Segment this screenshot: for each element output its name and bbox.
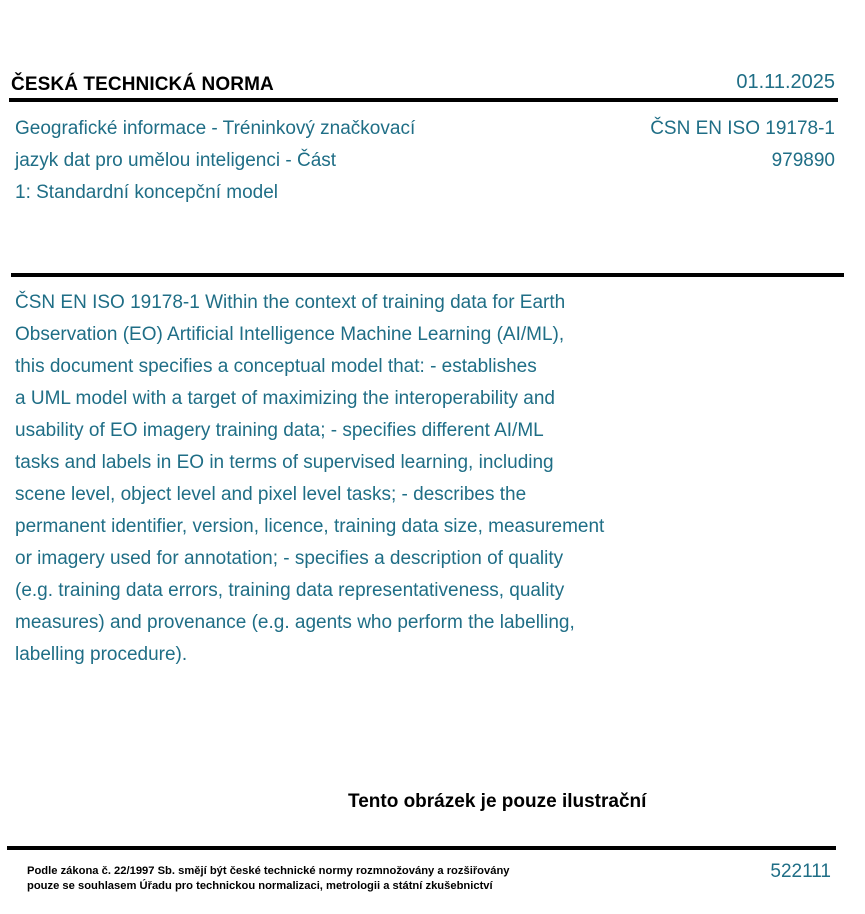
abstract-line: this document specifies a conceptual model that: - establishes	[15, 356, 537, 377]
document-title	[15, 113, 495, 209]
abstract-line: (e.g. training data errors, training data representativeness, quality	[15, 580, 565, 601]
document-reference	[650, 113, 835, 177]
footer-divider	[7, 846, 836, 850]
title-divider	[11, 273, 844, 277]
document-title-line: jazyk dat pro umělou inteligenci - Část	[15, 150, 337, 171]
abstract-line: ČSN EN ISO 19178-1 Within the context of training data for Earth	[15, 292, 566, 313]
footer-number: 522111	[770, 861, 831, 882]
standard-type-heading: ČESKÁ TECHNICKÁ NORMA	[11, 74, 274, 95]
publication-date: 01.11.2025	[736, 71, 835, 93]
abstract	[15, 287, 715, 671]
abstract-line: a UML model with a target of maximizing the interoperability and	[15, 388, 555, 409]
abstract-line: scene level, object level and pixel level tasks; - describes the	[15, 484, 527, 505]
catalog-number: 979890	[771, 150, 835, 171]
abstract-line: measures) and provenance (e.g. agents who perform the labelling,	[15, 612, 575, 633]
abstract-line: permanent identifier, version, licence, training data size, measurement	[15, 516, 605, 537]
header-divider	[9, 98, 838, 102]
abstract-line: or imagery used for annotation; - specifies a description of quality	[15, 548, 564, 569]
abstract-line: labelling procedure).	[15, 644, 188, 665]
document-title-line: 1: Standardní koncepční model	[15, 182, 279, 203]
abstract-line: usability of EO imagery training data; - specifies different AI/ML	[15, 420, 544, 441]
legal-notice-line: Podle zákona č. 22/1997 Sb. smějí být české technické normy rozmnožovány a rozšiřovány	[27, 865, 510, 877]
abstract-line: tasks and labels in EO in terms of supervised learning, including	[15, 452, 554, 473]
standard-code: ČSN EN ISO 19178-1	[650, 118, 835, 139]
abstract-line: Observation (EO) Artificial Intelligence Machine Learning (AI/ML),	[15, 324, 565, 345]
legal-notice	[27, 864, 587, 894]
document-title-line: Geografické informace - Tréninkový značkovací	[15, 118, 416, 139]
legal-notice-line: pouze se souhlasem Úřadu pro technickou normalizaci, metrologii a státní zkušebnictví	[27, 880, 493, 892]
illustration-note: Tento obrázek je pouze ilustrační	[348, 791, 647, 812]
